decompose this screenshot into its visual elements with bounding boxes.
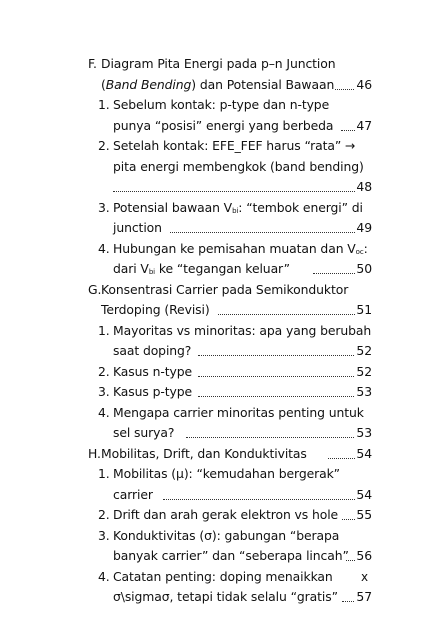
item-number: 1. [98,466,110,481]
toc-line [88,136,372,157]
page-number[interactable]: 54 [355,444,372,465]
toc-line [88,95,372,116]
subscript: oc [355,247,364,256]
toc-line [88,157,372,178]
toc-line [88,198,372,219]
page-number[interactable]: 46 [355,75,372,96]
toc-line [88,54,372,75]
toc-line [88,464,372,485]
item-title: Kasus n-type [113,363,193,379]
dot-leader [198,376,356,377]
item-number: 2. [98,507,110,522]
page-number[interactable]: 53 [355,423,372,444]
page-number[interactable]: 56 [355,546,372,567]
dot-leader [198,396,356,397]
dot-leader [313,273,357,274]
item-title-part: Potensial bawaan V [113,199,233,215]
dot-leader [163,499,355,500]
footer-page-number: x [361,570,369,584]
toc-line [88,341,372,362]
section-title: Konsentrasi Carrier pada Semikonduktor [101,281,349,297]
item-title: pita energi membengkok (band bending) [113,158,364,174]
dot-leader [170,232,357,233]
toc-line [88,362,372,383]
toc-line [88,587,372,608]
item-title: Drift dan arah gerak elektron vs hole [113,507,339,522]
item-title-part: dari V [113,261,149,276]
section-number: G. [88,281,102,297]
toc-line [88,259,372,280]
item-title: sel surya? [113,425,175,440]
item-number: 3. [98,199,110,215]
page-number[interactable]: 52 [355,341,372,362]
item-number: 4. [98,240,110,256]
dot-leader [342,601,356,602]
page-number[interactable]: 57 [355,587,372,608]
toc-line [88,485,372,506]
toc-line [88,218,372,239]
page-number[interactable]: 54 [355,485,372,506]
section-title: Diagram Pita Energi pada p–n Junction [101,56,336,71]
section-title: Mobilitas, Drift, dan Konduktivitas [101,445,307,461]
item-number: 3. [98,527,110,543]
item-title: saat doping? [113,343,192,358]
toc-line [88,423,372,444]
page-number[interactable]: 47 [355,116,372,137]
toc-line [88,382,372,403]
item-number: 4. [98,404,110,420]
page-number[interactable]: 55 [355,505,372,526]
dot-leader [198,355,356,356]
toc-line [88,300,372,321]
dot-leader [328,458,355,459]
dot-leader [218,314,355,315]
toc-line [88,239,372,260]
toc-line [88,403,372,424]
toc-line [88,321,372,342]
item-title: Mayoritas vs minoritas: apa yang berubah [113,322,372,338]
item-number: 2. [98,138,110,153]
page-number[interactable]: 49 [355,218,372,239]
item-number: 3. [98,384,110,399]
page-number[interactable]: 50 [355,259,372,280]
item-number: 1. [98,322,110,338]
item-title-part: ke “tegangan keluar” [155,261,290,276]
toc-line [88,546,372,567]
dot-leader [342,519,355,520]
toc-line [88,567,372,588]
page-number[interactable]: 53 [355,382,372,403]
toc-line [88,177,372,198]
section-title: Terdoping (Revisi) [101,302,210,317]
item-number: 4. [98,568,110,584]
page-number[interactable]: 52 [355,362,372,383]
subscript: bi [232,206,239,215]
page-number[interactable]: 48 [355,177,372,198]
item-title: Konduktivitas (σ): gabungan “berapa [113,527,340,543]
section-number: F. [88,56,97,71]
toc-line [88,280,372,301]
item-title: junction [113,220,162,235]
item-title: banyak carrier” dan “seberapa lincah” [113,548,349,563]
item-title: σ\sigmaσ, tetapi tidak selalu “gratis” [113,589,338,604]
toc-line [88,526,372,547]
item-title: carrier [113,486,153,502]
toc-line [88,505,372,526]
item-title: Catatan penting: doping menaikkan [113,568,333,584]
item-title: Sebelum kontak: p-type dan n-type [113,97,330,112]
item-title: Setelah kontak: EFE_FEF harus “rata” → [113,138,356,153]
item-title: Kasus p-type [113,384,193,399]
table-of-contents [88,54,372,608]
item-number: 2. [98,363,110,379]
item-title-part: Hubungan ke pemisahan muatan dan V [113,240,356,256]
toc-line [88,75,372,96]
subscript: bi [148,268,156,276]
dot-leader [113,191,357,192]
section-number: H. [88,445,101,461]
toc-line [88,116,372,137]
item-title: Mobilitas (μ): “kemudahan bergerak” [113,466,341,481]
item-number: 1. [98,97,110,112]
dot-leader [346,560,355,561]
toc-line [88,444,372,465]
page-number[interactable]: 51 [355,300,372,321]
item-title: Mengapa carrier minoritas penting untuk [113,404,364,420]
section-title: (Band Bending) dan Potensial Bawaan [101,76,335,92]
item-title: punya “posisi” energi yang berbeda [113,117,334,133]
dot-leader [186,437,356,438]
item-title-part: : “tembok energi” di [238,199,363,215]
item-title-part: : [363,240,368,256]
